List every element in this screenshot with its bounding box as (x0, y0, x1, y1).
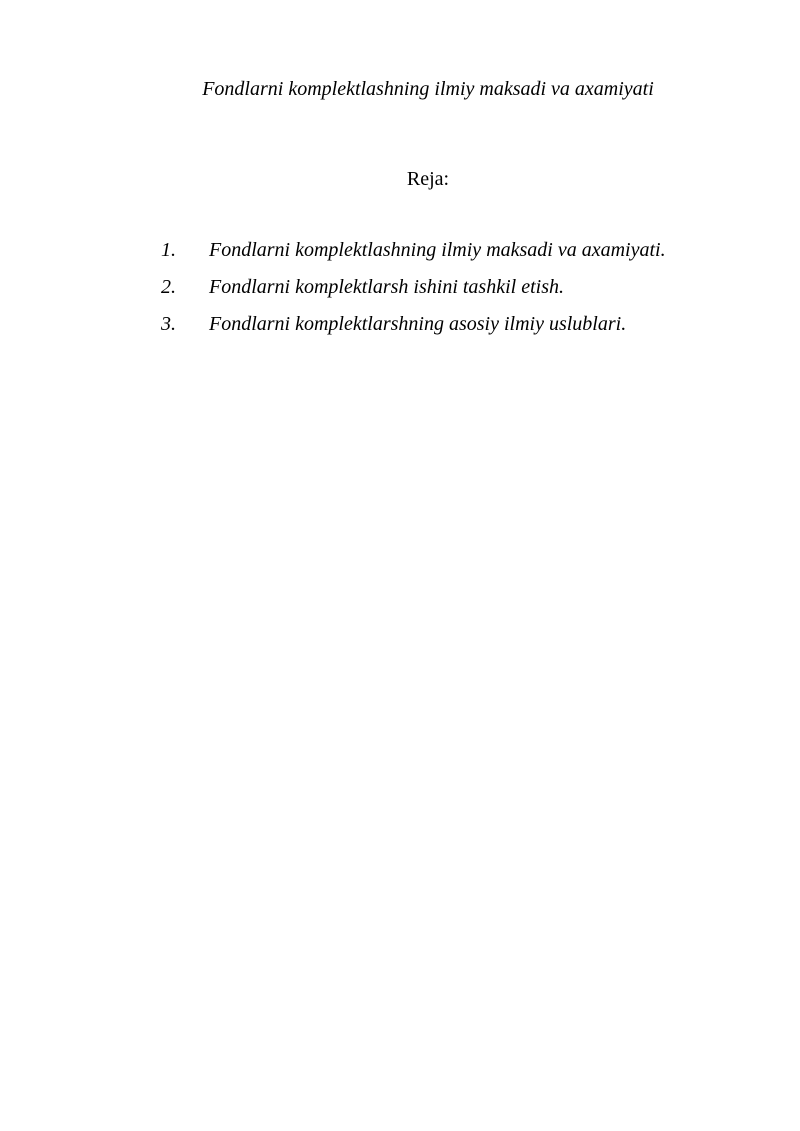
plan-item-number: 1. (161, 239, 176, 261)
plan-heading: Reja: (406, 168, 450, 190)
plan-item-text: Fondlarni komplektlashning ilmiy maksadi va axamiyati. (209, 239, 666, 261)
plan-item-text: Fondlarni komplektlarsh ishini tashkil etish. (209, 276, 564, 298)
plan-item-number: 3. (161, 313, 176, 335)
document-title: Fondlarni komplektlashning ilmiy maksadi va axamiyati (202, 78, 654, 100)
plan-item-number: 2. (161, 276, 176, 298)
plan-item-text: Fondlarni komplektlarshning asosiy ilmiy uslublari. (209, 313, 627, 335)
